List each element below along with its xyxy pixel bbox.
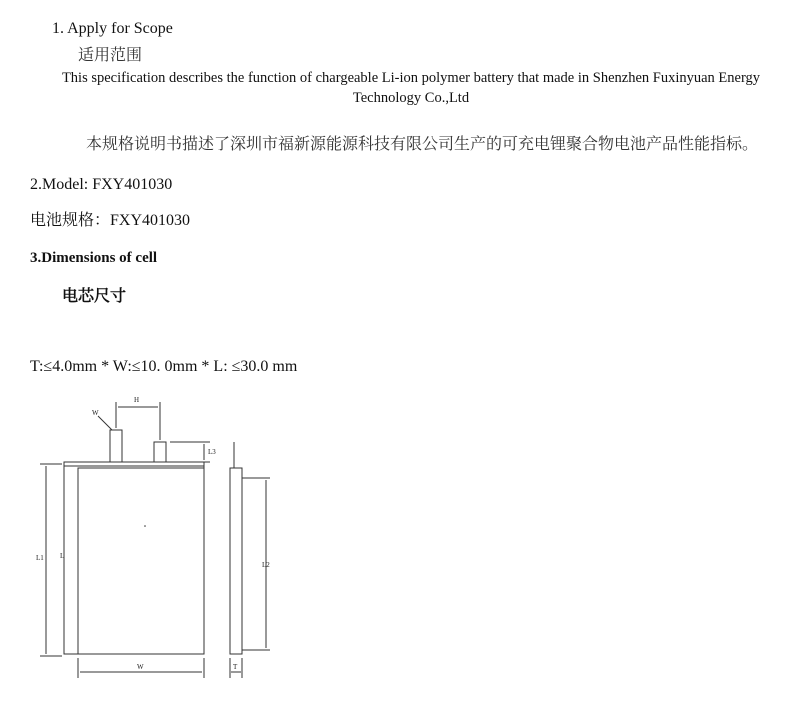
cell-body-outline: [64, 462, 204, 654]
label-body-length: L: [60, 552, 65, 560]
model-line-cn: 电池规格：FXY401030: [30, 212, 191, 229]
description-cn: 本规格说明书描述了深圳市福新源能源科技有限公司生产的可充电锂聚合物电池产品性能指标。: [86, 136, 759, 153]
section1-title-cn: 适用范围: [78, 47, 143, 64]
cell-dimension-drawing: [0, 380, 800, 702]
label-tab-height: L3: [208, 448, 216, 456]
dimensions-title-cn: 电芯尺寸: [62, 288, 127, 305]
tab-right: [154, 442, 166, 462]
cell-body-inner: [78, 468, 204, 654]
dimensions-title: 3.Dimensions of cell: [30, 250, 158, 266]
label-total-length: L1: [36, 554, 44, 562]
label-tab-width: W: [92, 409, 99, 417]
label-width: W: [137, 663, 144, 671]
description-en: This specification describes the function of chargeable Li-ion polymer battery that made in Shenzhen Fuxinyuan Energy Technology Co.,Ltd: [61, 70, 761, 106]
cell-side-outline: [230, 468, 242, 654]
model-line: 2.Model: FXY401030: [30, 176, 173, 193]
section1-title: 1. Apply for Scope: [52, 20, 173, 37]
dimensions-values: T:≤4.0mm * W:≤10. 0mm * L: ≤30.0 mm: [30, 358, 298, 375]
label-thickness: T: [233, 663, 238, 671]
label-top-gap: H: [134, 396, 140, 404]
tab-left: [110, 430, 122, 462]
label-side-length: L2: [262, 561, 270, 569]
